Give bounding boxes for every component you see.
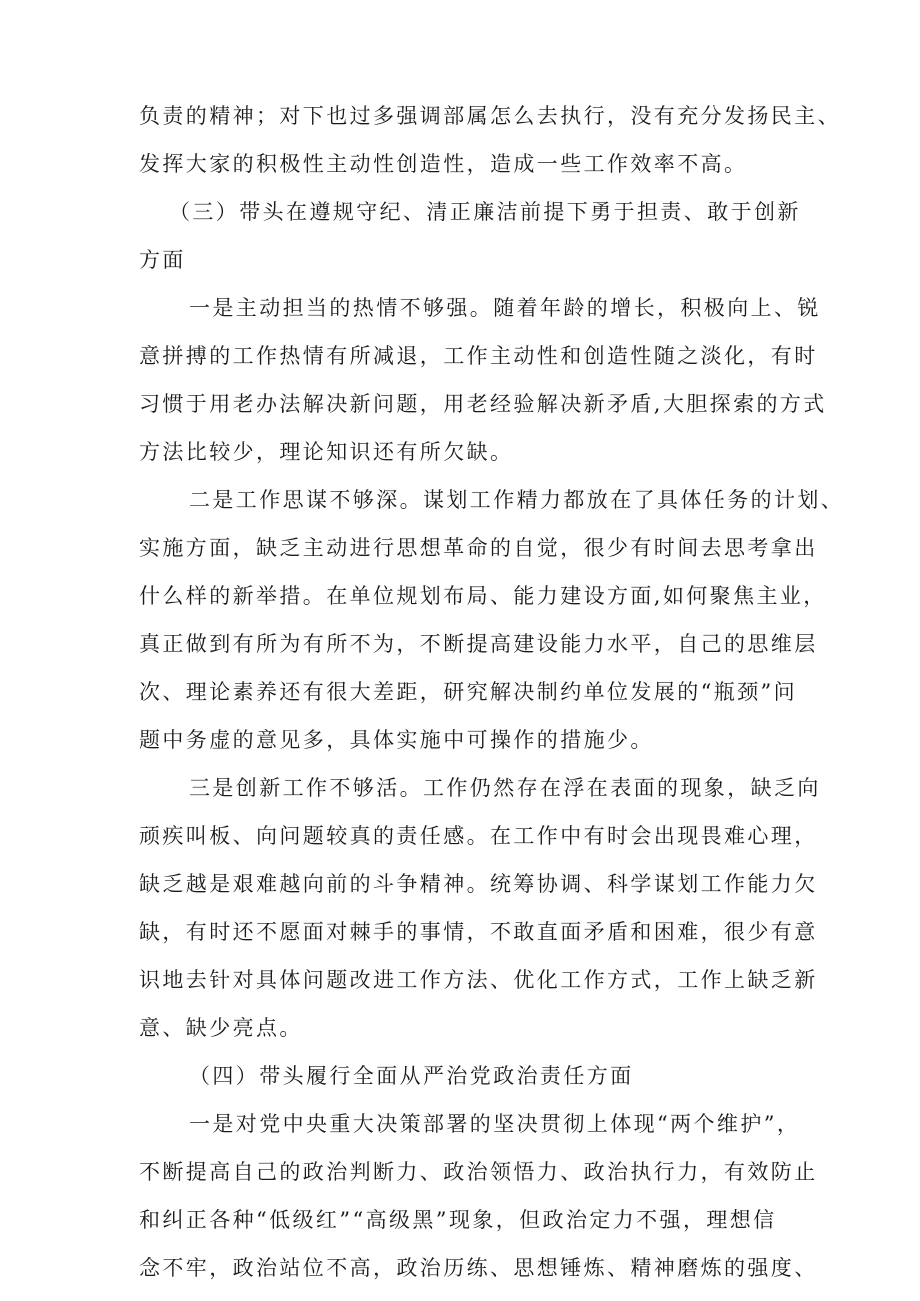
- text-line: 意、缺少亮点。: [139, 1016, 303, 1040]
- text-line: 缺乏越是艰难越向前的斗争精神。统筹协调、科学谋划工作能力欠: [139, 872, 818, 896]
- section-heading-cont: 方面: [139, 248, 186, 272]
- text-line: 缺，有时还不愿面对棘手的事情，不敢直面矛盾和困难，很少有意: [139, 920, 818, 944]
- text-line: 方法比较少，理论知识还有所欠缺。: [139, 440, 514, 464]
- text-line: 实施方面，缺乏主动进行思想革命的自觉，很少有时间去思考拿出: [139, 536, 818, 560]
- text-line: 负责的精神；对下也过多强调部属怎么去执行，没有充分发扬民主、: [139, 104, 841, 128]
- text-line: 不断提高自己的政治判断力、政治领悟力、政治执行力，有效防止: [139, 1160, 818, 1184]
- text-line: 习惯于用老办法解决新问题，用老经验解决新矛盾,大胆探索的方式: [139, 392, 827, 416]
- text-line: 什么样的新举措。在单位规划布局、能力建设方面,如何聚焦主业，: [139, 584, 827, 608]
- text-line: 题中务虚的意见多，具体实施中可操作的措施少。: [139, 728, 654, 752]
- text-line: 次、理论素养还有很大差距，研究解决制约单位发展的“瓶颈”问: [139, 680, 798, 704]
- text-line: 意拼搏的工作热情有所减退，工作主动性和创造性随之淡化，有时: [139, 344, 818, 368]
- section-heading: （四）带头履行全面从严治党政治责任方面: [189, 1064, 634, 1088]
- paragraph-start: 三是创新工作不够活。工作仍然存在浮在表面的现象，缺乏向: [189, 776, 821, 800]
- text-line: 念不牢，政治站位不高，政治历练、思想锤炼、精神磨炼的强度、: [139, 1256, 818, 1280]
- text-line: 发挥大家的积极性主动性创造性，造成一些工作效率不高。: [139, 152, 748, 176]
- paragraph-start: 一是对党中央重大决策部署的坚决贯彻上体现“两个维护”，: [189, 1112, 801, 1136]
- document-body: [139, 92, 845, 1292]
- text-line: 顽疾叫板、向问题较真的责任感。在工作中有时会出现畏难心理，: [139, 824, 818, 848]
- paragraph-start: 二是工作思谋不够深。谋划工作精力都放在了具体任务的计划、: [189, 488, 845, 512]
- section-heading: （三）带头在遵规守纪、清正廉洁前提下勇于担责、敢于创新: [169, 200, 801, 224]
- text-line: 和纠正各种“低级红”“高级黑”现象，但政治定力不强，理想信: [139, 1208, 777, 1232]
- paragraph-start: 一是主动担当的热情不够强。随着年龄的增长，积极向上、锐: [189, 296, 821, 320]
- text-line: 识地去针对具体问题改进工作方法、优化工作方式，工作上缺乏新: [139, 968, 818, 992]
- text-line: 真正做到有所为有所不为，不断提高建设能力水平，自己的思维层: [139, 632, 818, 656]
